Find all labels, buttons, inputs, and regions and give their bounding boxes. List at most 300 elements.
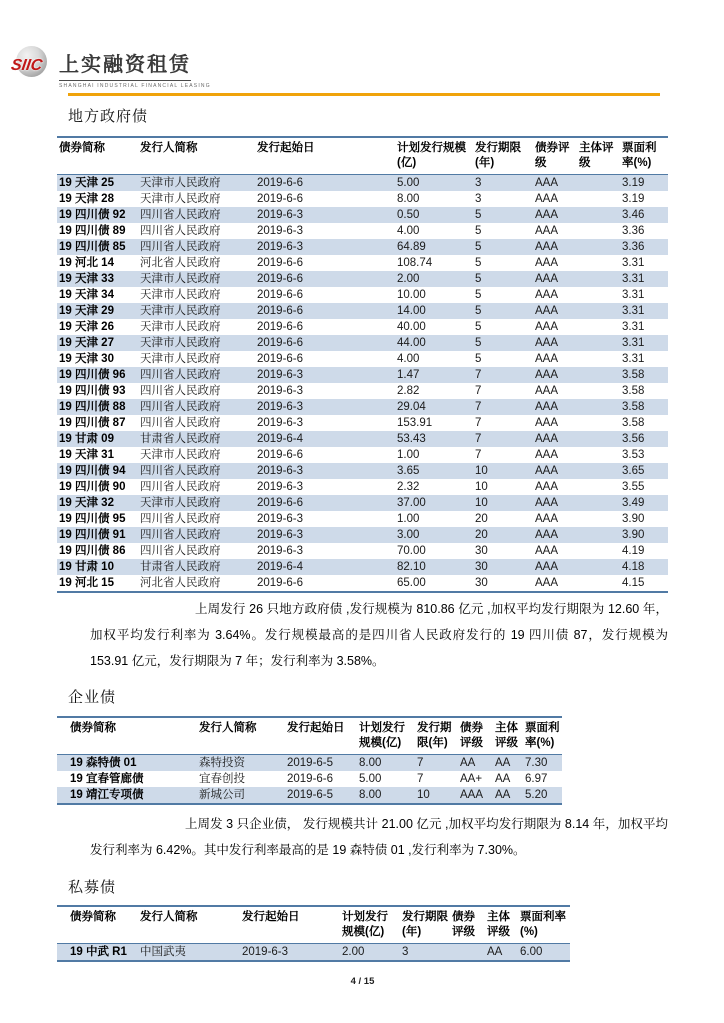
table-cell: AAA [535,336,559,349]
table-cell: 4.00 [397,352,420,365]
table-cell: 2019-6-3 [257,368,304,381]
table-cell: 19 天津 32 [59,496,114,509]
table-cell: 2019-6-6 [257,496,304,509]
table-cell: 3 [475,192,482,205]
table-cell: 3.58 [622,368,645,381]
table-cell: 5 [475,320,482,333]
table-cell: 10 [475,480,488,493]
table-cell: AAA [535,368,559,381]
table-cell: 四川省人民政府 [140,480,221,493]
table-cell [577,575,620,592]
table-row [57,543,668,559]
table-cell: 7 [475,432,482,445]
table-cell: AAA [535,304,559,317]
table-cell: 19 河北 14 [59,256,114,269]
table-cell: 10.00 [397,288,426,301]
table-cell: 64.89 [397,240,426,253]
table-cell: 3.31 [622,352,645,365]
table-cell [577,367,620,383]
table-row [57,239,668,255]
table-cell: 19 天津 25 [59,176,114,189]
table-row [57,527,668,543]
table-cell: 天津市人民政府 [140,448,221,461]
table-cell: AAA [535,384,559,397]
column-header: 发行人简称 [199,721,257,734]
table-cell: 天津市人民政府 [140,176,221,189]
corporate-bonds-table [57,716,562,805]
table-row [57,319,668,335]
table-cell: 天津市人民政府 [140,304,221,317]
table-cell [577,335,620,351]
table-cell: 2019-6-4 [257,560,304,573]
table-cell: 8.00 [397,192,420,205]
table-cell: 2019-6-6 [257,192,304,205]
table-cell: 19 天津 26 [59,320,114,333]
table-cell: 7 [475,368,482,381]
table-row [57,399,668,415]
column-header: 主体评级 [495,721,518,749]
table-cell: 1.00 [397,448,420,461]
table-cell: 3.31 [622,256,645,269]
table-cell: 2.00 [342,945,365,958]
table-row [57,303,668,319]
page-footer [57,976,668,987]
table-cell: 0.50 [397,208,420,221]
table-cell: 19 宜春管廊债 [70,772,144,785]
table-cell: 森特投资 [199,756,245,769]
table-row [57,383,668,399]
table-cell: 2019-6-6 [257,288,304,301]
table-cell: AAA [535,480,559,493]
table-row [57,415,668,431]
table-cell: 30 [475,576,488,589]
table-cell: 四川省人民政府 [140,528,221,541]
table-cell: 4.00 [397,224,420,237]
table-cell: 7 [417,772,424,785]
table-cell: AAA [535,528,559,541]
table-cell: 3.56 [622,432,645,445]
column-header: 计划发行规模(亿) [342,910,388,938]
table-cell: 甘肃省人民政府 [140,560,221,573]
column-header: 发行起始日 [257,142,315,154]
table-row [57,207,668,223]
table-cell: AAA [535,496,559,509]
table-cell: 天津市人民政府 [140,320,221,333]
table-row [57,287,668,303]
local-gov-bonds-summary: 上周发行 26 只地方政府债 ,发行规模为 810.86 亿元 ,加权平均发行期限为 12.60 年，加权平均发行利率为 3.64%。发行规模最高的是四川省人民政府发行的 19 四川债 87，发行规模为 153.91 亿元，发行期限为 7 年；发行利率为 3.58%。 [90,601,668,668]
table-cell [577,511,620,527]
table-cell: 30 [475,560,488,573]
table-cell: 2019-6-3 [257,240,304,253]
table-cell: 2019-6-6 [257,320,304,333]
table-row [57,575,668,592]
table-cell: 19 天津 29 [59,304,114,317]
table-row [57,351,668,367]
table-cell: 19 四川债 86 [59,544,126,557]
table-row [57,463,668,479]
table-cell: 甘肃省人民政府 [140,432,221,445]
table-cell: 5.00 [397,176,420,189]
table-cell [577,223,620,239]
table-cell [577,479,620,495]
table-cell: 3.46 [622,208,645,221]
table-cell: 10 [417,788,430,801]
table-cell: 2019-6-3 [257,400,304,413]
column-header: 主体评级 [487,910,510,938]
table-row [57,367,668,383]
table-cell: 5 [475,304,482,317]
table-cell: 2019-6-3 [257,224,304,237]
table-cell: 四川省人民政府 [140,400,221,413]
column-header: 债券简称 [59,142,105,154]
table-cell: AAA [535,448,559,461]
table-cell: 3.31 [622,288,645,301]
table-cell: 19 河北 15 [59,576,114,589]
column-header: 票面利率(%) [622,142,657,169]
table-cell: 29.04 [397,400,426,413]
column-header: 债券评级 [460,721,483,749]
table-cell: 3.49 [622,496,645,509]
column-header: 计划发行规模(亿) [359,721,405,749]
column-header: 票面利率(%) [525,721,560,749]
table-cell: 19 天津 34 [59,288,114,301]
section-local-government-bonds [57,105,668,674]
table-cell: 3 [402,945,409,958]
table-cell: 19 森特债 01 [70,756,137,769]
corporate-bonds-summary: 上周发 3 只企业债， 发行规模共计 21.00 亿元 ,加权平均发行期限为 8.14 年，加权平均发行利率为 6.42%。其中发行利率最高的是 19 森特债 01 ,发行利率为 7.30%。 [90,816,668,857]
table-cell: 2.00 [397,272,420,285]
company-name-block [59,44,211,89]
section-title-private-bonds: 私募债 [68,878,117,896]
table-cell: 7 [475,400,482,413]
table-cell: 19 四川债 96 [59,368,126,381]
table-cell: AAA [535,544,559,557]
table-cell: 19 四川债 94 [59,464,126,477]
table-header [57,137,668,174]
table-header [57,717,562,754]
table-cell: 2019-6-3 [242,945,289,958]
section-corporate-bonds [57,686,668,863]
table-cell: 4.15 [622,576,645,589]
table-cell: 108.74 [397,256,433,269]
table-cell: 8.00 [359,788,382,801]
table-cell: 20 [475,528,488,541]
column-header: 票面利率(%) [520,910,566,938]
table-cell: 3.90 [622,528,645,541]
table-cell: 2019-6-3 [257,464,304,477]
table-cell: 19 甘肃 09 [59,432,114,445]
column-header: 主体评级 [579,142,614,169]
table-cell: 3.31 [622,336,645,349]
page-header [0,44,724,96]
table-cell: AAA [460,788,484,801]
table-cell: 70.00 [397,544,426,557]
table-cell: 5 [475,240,482,253]
table-cell: 5 [475,336,482,349]
table-cell: 5 [475,288,482,301]
table-cell: 19 四川债 91 [59,528,126,541]
table-cell: 19 天津 30 [59,352,114,365]
table-cell: 3.19 [622,192,645,205]
table-row [57,754,562,771]
table-cell: 四川省人民政府 [140,224,221,237]
table-cell [577,527,620,543]
table-cell: 5 [475,208,482,221]
table-cell [577,383,620,399]
table-cell: 7 [475,384,482,397]
table-cell: 6.00 [520,945,543,958]
table-cell: 19 四川债 93 [59,384,126,397]
table-cell: AAA [535,400,559,413]
table-cell: 3.65 [622,464,645,477]
table-cell: 2019-6-3 [257,208,304,221]
table-cell: AAA [535,464,559,477]
table-cell: 2019-6-3 [257,544,304,557]
table-cell: 7 [475,416,482,429]
table-cell: 7 [475,448,482,461]
table-cell: 1.47 [397,368,420,381]
table-cell [577,447,620,463]
table-cell: 2019-6-6 [257,304,304,317]
table-cell: 7.30 [525,756,548,769]
table-cell: 19 天津 31 [59,448,114,461]
table-cell: AAA [535,352,559,365]
private-bonds-table [57,905,570,962]
table-cell: 四川省人民政府 [140,544,221,557]
table-cell: 3.31 [622,272,645,285]
table-cell: 19 四川债 85 [59,240,126,253]
table-cell: AAA [535,576,559,589]
table-cell [577,287,620,303]
page-number: 4 / 15 [350,975,375,987]
table-cell: 3.00 [397,528,420,541]
table-cell: 2019-6-3 [257,480,304,493]
column-header: 计划发行规模(亿) [397,142,466,169]
table-cell: AA [495,756,511,769]
table-cell: 2019-6-6 [257,272,304,285]
table-cell: 8.00 [359,756,382,769]
table-cell: 天津市人民政府 [140,192,221,205]
table-row [57,271,668,287]
table-row [57,771,562,787]
table-cell: 19 四川债 95 [59,512,126,525]
table-cell [577,319,620,335]
table-cell: 14.00 [397,304,426,317]
table-cell: AAA [535,288,559,301]
column-header: 发行人简称 [140,142,198,154]
table-cell: AAA [535,240,559,253]
table-cell: 2019-6-3 [257,416,304,429]
header-accent-divider [68,93,660,96]
table-row [57,511,668,527]
table-row [57,431,668,447]
table-cell: 2019-6-6 [257,176,304,189]
table-cell: 四川省人民政府 [140,464,221,477]
section-title-corporate-bonds: 企业债 [68,688,117,706]
table-row [57,191,668,207]
table-cell: AAA [535,560,559,573]
column-header: 发行期限(年) [475,142,521,169]
table-cell: 20 [475,512,488,525]
table-cell: 2019-6-6 [257,576,304,589]
table-cell [577,191,620,207]
table-cell: AAA [535,176,559,189]
table-cell: 65.00 [397,576,426,589]
table-cell: 44.00 [397,336,426,349]
table-cell: 2019-6-6 [257,256,304,269]
table-cell: 10 [475,496,488,509]
table-cell [577,207,620,223]
column-header: 债券评级 [535,142,570,169]
table-cell: 3.58 [622,384,645,397]
table-cell: 4.18 [622,560,645,573]
section-private-placement-bonds [57,876,668,962]
column-header: 债券评级 [452,910,475,938]
table-cell: AAA [535,416,559,429]
table-cell: AAA [535,256,559,269]
table-cell: 5.00 [359,772,382,785]
table-cell: 天津市人民政府 [140,272,221,285]
table-cell: 2019-6-5 [287,788,334,801]
table-cell [577,239,620,255]
table-cell: 5 [475,352,482,365]
table-row [57,223,668,239]
table-row [57,943,570,961]
table-cell: AA [487,945,503,958]
table-cell [577,255,620,271]
table-cell: 宜春创投 [199,772,245,785]
table-cell: 3.31 [622,304,645,317]
table-cell: 2019-6-3 [257,528,304,541]
table-cell: 19 四川债 88 [59,400,126,413]
table-cell: 2019-6-4 [257,432,304,445]
table-cell [577,271,620,287]
table-cell: 新城公司 [199,788,245,801]
table-cell [577,415,620,431]
table-cell: 53.43 [397,432,426,445]
section-title-local-gov-bonds: 地方政府债 [68,108,149,125]
table-cell: 河北省人民政府 [140,256,221,269]
table-cell: 7 [417,756,424,769]
table-cell: AAA [535,208,559,221]
table-cell: 四川省人民政府 [140,368,221,381]
table-cell: 2019-6-3 [257,512,304,525]
table-cell [577,303,620,319]
company-name-cn: 上实融资租赁 [59,48,191,81]
table-cell: 3.90 [622,512,645,525]
table-cell: 19 天津 28 [59,192,114,205]
table-cell: 四川省人民政府 [140,512,221,525]
table-cell: AAA [535,224,559,237]
table-cell: 5 [475,224,482,237]
table-cell: 天津市人民政府 [140,288,221,301]
table-cell: 10 [475,464,488,477]
table-cell: 2019-6-6 [257,336,304,349]
table-cell: 2.32 [397,480,420,493]
table-row [57,787,562,804]
table-cell: 天津市人民政府 [140,496,221,509]
company-name-en: SHANGHAI INDUSTRIAL FINANCIAL LEASING [59,83,211,89]
table-cell [577,495,620,511]
table-cell: 天津市人民政府 [140,336,221,349]
table-cell: 19 甘肃 10 [59,560,114,573]
table-cell: 153.91 [397,416,433,429]
table-cell: AAA [535,432,559,445]
table-cell: 3.55 [622,480,645,493]
table-cell: 19 四川债 92 [59,208,126,221]
table-cell: 2019-6-5 [287,756,334,769]
column-header: 发行期限(年) [402,910,448,938]
table-cell: 19 四川债 90 [59,480,126,493]
table-cell: AA [460,756,476,769]
column-header: 发行起始日 [242,910,300,923]
table-cell: 2019-6-3 [257,384,304,397]
table-row [57,174,668,191]
table-cell: AAA [535,272,559,285]
table-cell: 河北省人民政府 [140,576,221,589]
table-cell: 四川省人民政府 [140,240,221,253]
table-row [57,495,668,511]
table-cell: 3.58 [622,400,645,413]
table-cell: 3 [475,176,482,189]
table-cell: 四川省人民政府 [140,384,221,397]
column-header: 发行人简称 [140,910,198,923]
table-cell: 19 中武 R1 [70,945,127,958]
table-cell: AAA [535,512,559,525]
table-cell: 37.00 [397,496,426,509]
table-cell [577,351,620,367]
table-cell: 3.65 [397,464,420,477]
table-row [57,335,668,351]
table-cell: 2.82 [397,384,420,397]
table-cell: 2019-6-6 [287,772,334,785]
table-cell: 四川省人民政府 [140,416,221,429]
table-row [57,479,668,495]
table-cell: 5 [475,272,482,285]
table-cell: AAA [535,192,559,205]
table-cell: 40.00 [397,320,426,333]
table-cell: 6.97 [525,772,548,785]
table-cell: AA [495,772,511,785]
table-cell: 5.20 [525,788,548,801]
table-cell: 19 天津 27 [59,336,114,349]
table-header [57,906,570,943]
table-cell: 四川省人民政府 [140,208,221,221]
table-cell: 1.00 [397,512,420,525]
table-row [57,447,668,463]
table-cell: 3.58 [622,416,645,429]
table-cell: 天津市人民政府 [140,352,221,365]
siic-logo-text: SIIC [9,57,44,74]
table-cell: AAA [535,320,559,333]
company-logo [11,44,724,88]
table-cell: 19 四川债 87 [59,416,126,429]
table-row [57,559,668,575]
table-cell [450,943,485,961]
table-cell: 3.31 [622,320,645,333]
column-header: 发行期限(年) [417,721,452,749]
column-header: 债券简称 [70,721,116,734]
table-cell [577,399,620,415]
table-cell: 3.36 [622,224,645,237]
table-cell [577,463,620,479]
table-cell: AA [495,788,511,801]
table-cell: 3.36 [622,240,645,253]
table-cell: 2019-6-6 [257,352,304,365]
table-row [57,255,668,271]
table-cell: 19 四川债 89 [59,224,126,237]
table-cell [577,559,620,575]
